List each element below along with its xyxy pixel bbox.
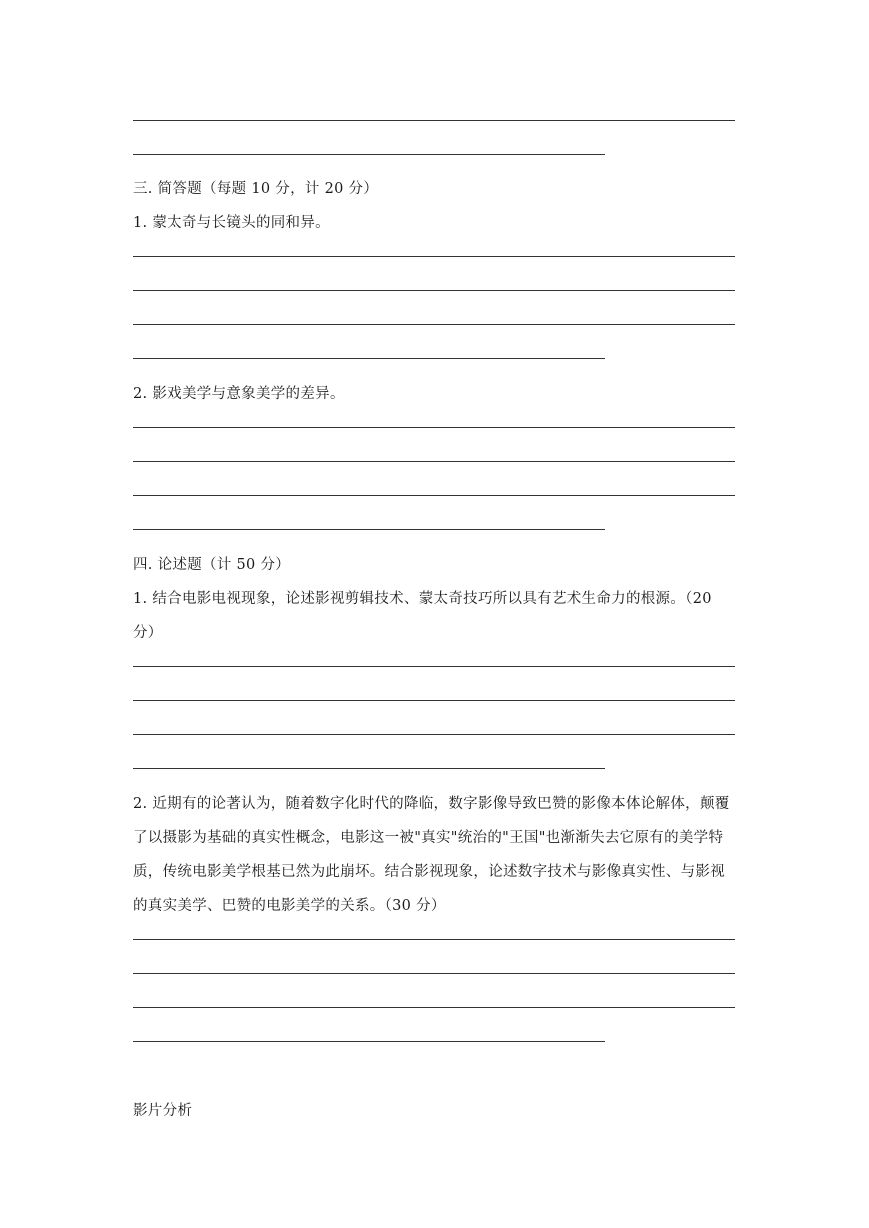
section-4-heading: 四. 论述题（计 50 分）: [133, 557, 291, 573]
answer-line: [133, 700, 735, 701]
answer-line: [133, 1007, 735, 1008]
answer-line: [133, 358, 605, 359]
answer-line: [133, 324, 735, 325]
answer-line: [133, 768, 605, 769]
answer-line: [133, 734, 735, 735]
answer-line: [133, 427, 735, 428]
section-4-question-2-line-2: 了以摄影为基础的真实性概念，电影这一被"真实"统治的"王国"也渐渐失去它原有的美学特: [133, 830, 724, 846]
answer-line: [133, 120, 735, 121]
section-4-question-2: 2. 近期有的论著认为，随着数字化时代的降临，数字影像导致巴赞的影像本体论解体，颠覆: [133, 796, 730, 812]
section-4-question-1-cont: 分）: [133, 625, 163, 641]
answer-line: [133, 461, 735, 462]
section-4-question-2-line-4: 的真实美学、巴赞的电影美学的关系。（30 分）: [133, 898, 446, 914]
answer-line: [133, 154, 605, 155]
answer-line: [133, 529, 605, 530]
section-3-heading: 三. 简答题（每题 10 分，计 20 分）: [133, 181, 379, 197]
answer-line: [133, 973, 735, 974]
answer-line: [133, 1041, 605, 1042]
answer-line: [133, 256, 735, 257]
section-3-question-2: 2. 影戏美学与意象美学的差异。: [133, 386, 345, 402]
section-4-question-2-line-3: 质，传统电影美学根基已然为此崩坏。结合影视现象，论述数字技术与影像真实性、与影视: [133, 864, 725, 880]
film-analysis-heading: 影片分析: [133, 1103, 193, 1119]
answer-line: [133, 495, 735, 496]
answer-line: [133, 290, 735, 291]
answer-line: [133, 666, 735, 667]
answer-line: [133, 939, 735, 940]
section-4-question-1: 1. 结合电影电视现象，论述影视剪辑技术、蒙太奇技巧所以具有艺术生命力的根源。（20: [133, 591, 712, 607]
section-3-question-1: 1. 蒙太奇与长镜头的同和异。: [133, 215, 330, 231]
